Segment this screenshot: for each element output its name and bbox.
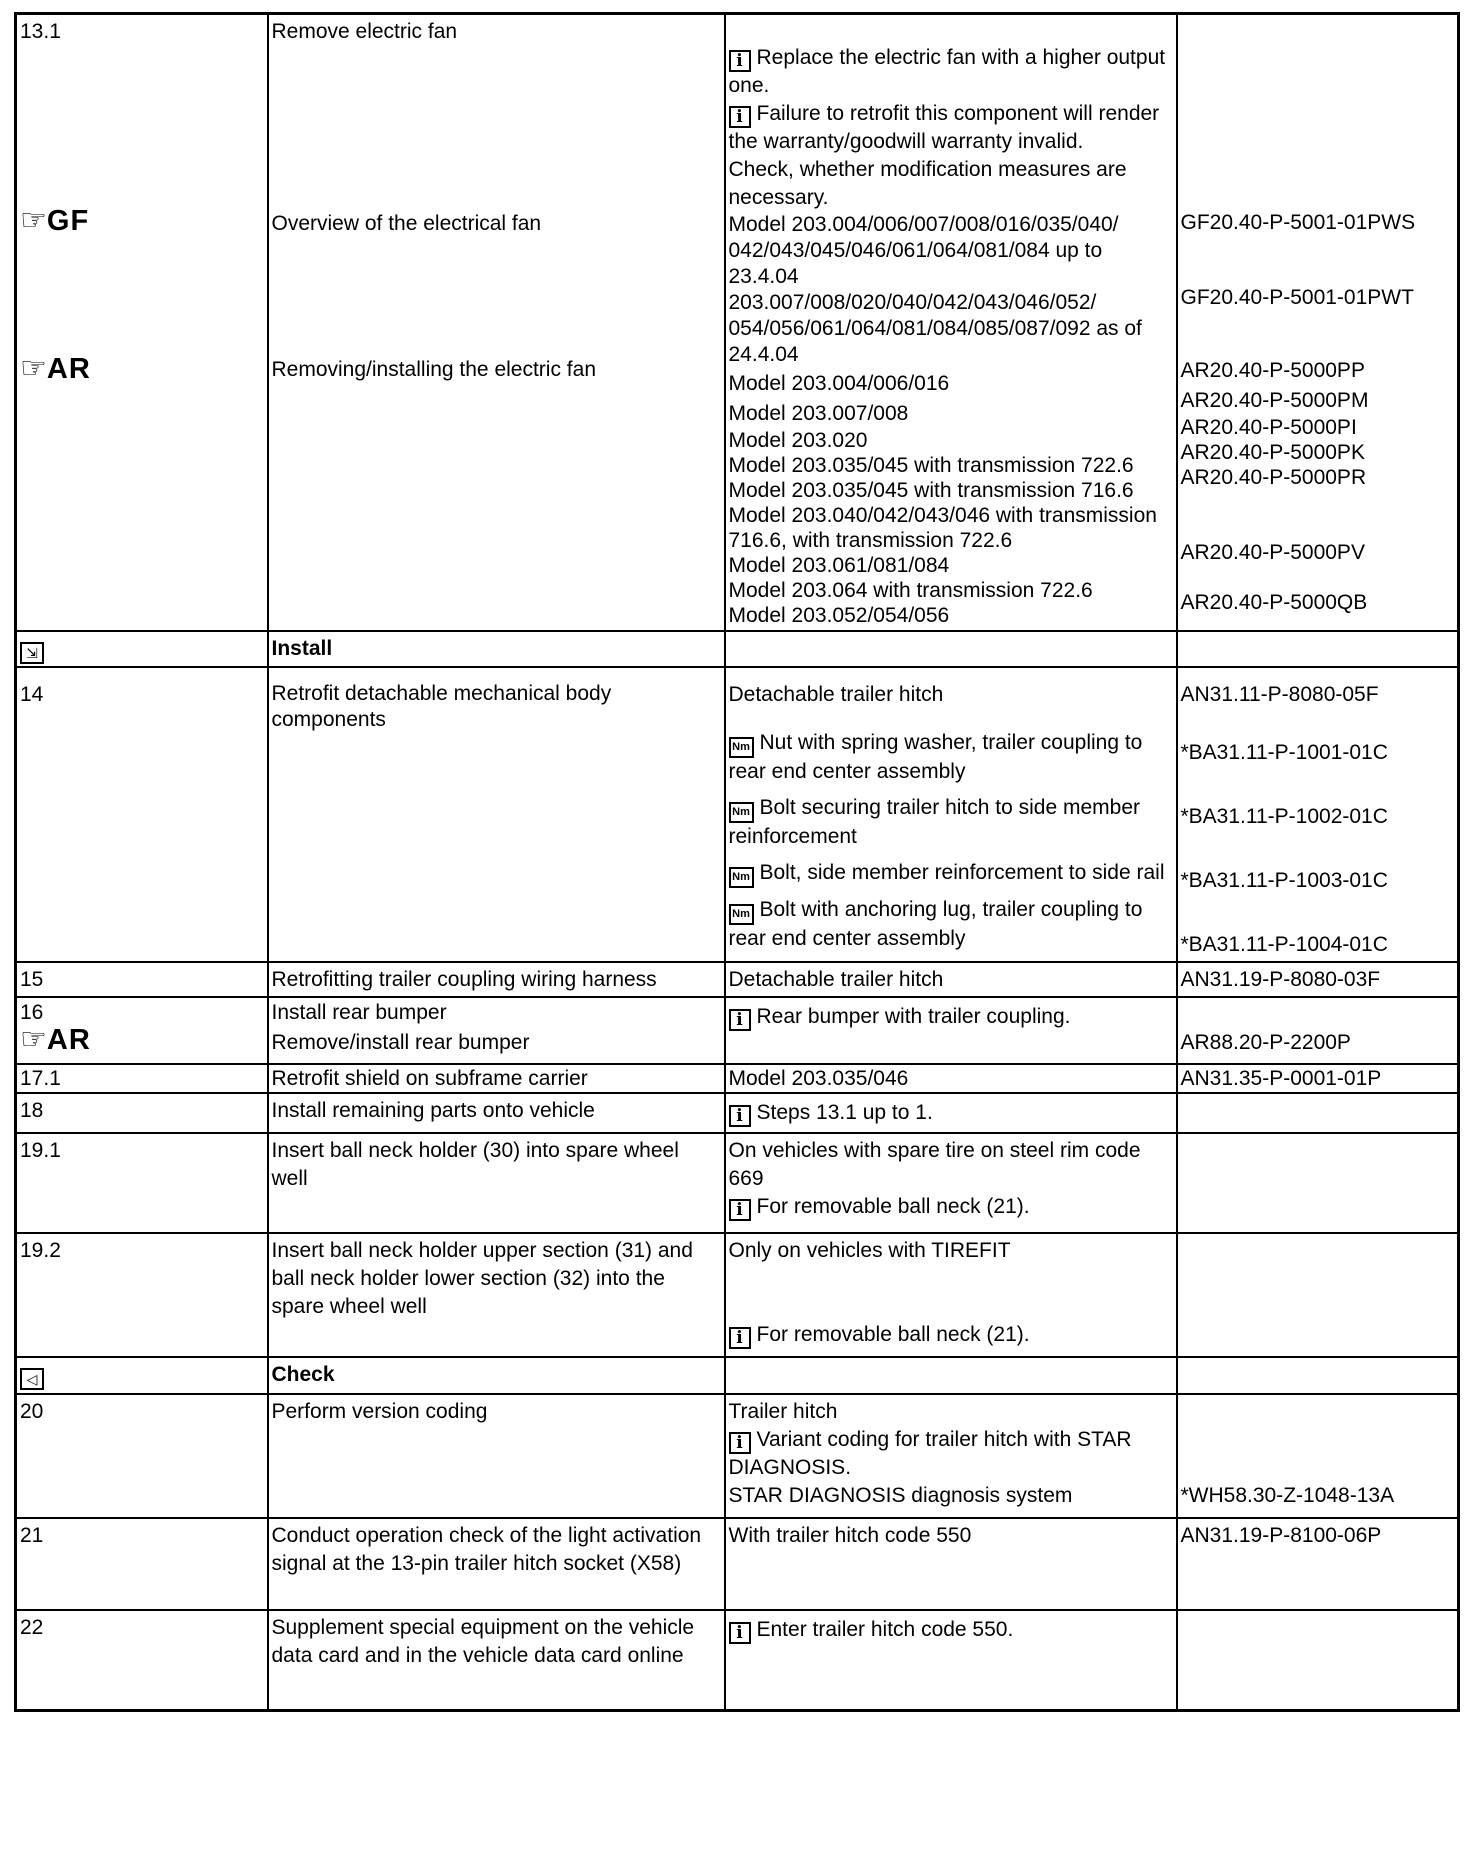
info-icon: i xyxy=(729,1622,751,1644)
step-number: 19.1 xyxy=(20,1139,61,1162)
section-title-cell xyxy=(268,631,725,667)
info-icon: i xyxy=(729,1327,751,1349)
ar-model: Model 203.035/045 with transmission 722.6 xyxy=(728,454,1134,477)
check-icon: ◁ xyxy=(20,1368,44,1390)
table-row-14 xyxy=(16,667,1459,962)
gf-title: Overview of the electrical fan xyxy=(271,212,542,235)
table-row-19-1 xyxy=(16,1133,1459,1233)
gf-model-2: 203.007/008/020/040/042/043/046/052/ 054/056/061/064/081/084/085/087/092 as of 24.4.04 xyxy=(728,291,1142,366)
gf-tag: GF xyxy=(46,205,90,237)
step-number: 17.1 xyxy=(20,1067,61,1090)
torque-icon: Nm xyxy=(729,867,754,888)
step-title: Conduct operation check of the light activation signal at the 13-pin trailer hitch socket (X58) xyxy=(271,1524,702,1575)
reference-cell xyxy=(1177,14,1459,632)
table-row-21 xyxy=(16,1518,1459,1610)
info-note: i Replace the electric fan with a higher output one. xyxy=(728,46,1166,97)
info-icon: i xyxy=(729,1105,751,1127)
torque-icon: Nm xyxy=(729,737,754,758)
torque-note: Nm Nut with spring washer, trailer coupling to rear end center assembly xyxy=(728,731,1143,783)
step-title: Insert ball neck holder (30) into spare wheel well xyxy=(271,1139,679,1190)
ar-title: Remove/install rear bumper xyxy=(271,1031,530,1054)
step-title: Remove electric fan xyxy=(271,20,458,43)
gf-model-1: Model 203.004/006/007/008/016/035/040/ 042/043/045/046/061/064/081/084 up to 23.4.04 xyxy=(728,213,1119,288)
ref-link[interactable]: AN31.35-P-0001-01P xyxy=(1180,1067,1382,1090)
spec-text: With trailer hitch code 550 xyxy=(728,1524,972,1547)
ar-ref[interactable]: AR20.40-P-5000QB xyxy=(1180,591,1368,614)
step-number: 22 xyxy=(20,1616,44,1639)
info-note: i Steps 13.1 up to 1. xyxy=(729,1099,1172,1127)
description-cell xyxy=(268,14,725,632)
pointing-hand-icon: ☞ xyxy=(20,352,47,385)
torque-note: Nm Bolt, side member reinforcement to side rail xyxy=(729,859,1172,888)
ref-link[interactable]: AN31.11-P-8080-05F xyxy=(1180,683,1379,706)
pointing-hand-icon: ☞ xyxy=(20,204,47,237)
check-text: Check, whether modification measures are necessary. xyxy=(728,158,1127,209)
ref-link[interactable]: AN31.19-P-8100-06P xyxy=(1180,1524,1382,1547)
ar-tag: AR xyxy=(46,353,91,385)
description-cell xyxy=(268,667,725,962)
info-note: i Enter trailer hitch code 550. xyxy=(729,1616,1172,1644)
ar-model: Model 203.052/054/056 xyxy=(728,604,950,627)
spec-cell xyxy=(725,667,1177,962)
spec-text: Only on vehicles with TIREFIT xyxy=(728,1239,1011,1262)
step-title: Install remaining parts onto vehicle xyxy=(271,1099,595,1122)
table-row-16 xyxy=(16,997,1459,1064)
ar-ref[interactable]: AR20.40-P-5000PV xyxy=(1180,541,1365,564)
step-title: Retrofit detachable mechanical body components xyxy=(271,682,612,731)
ar-ref[interactable]: AR20.40-P-5000PK xyxy=(1180,441,1365,464)
spec-text: Trailer hitch xyxy=(728,1400,838,1423)
ar-marker xyxy=(20,1025,263,1055)
step-number: 19.2 xyxy=(20,1239,61,1262)
ar-model: Model 203.064 with transmission 722.6 xyxy=(728,579,1093,602)
torque-note: Nm Bolt with anchoring lug, trailer coupling to rear end center assembly xyxy=(728,898,1143,950)
step-cell xyxy=(16,667,268,962)
table-row-18 xyxy=(16,1093,1459,1133)
section-title: Check xyxy=(271,1363,335,1386)
ar-title: Removing/installing the electric fan xyxy=(271,358,596,381)
ar-marker xyxy=(20,354,263,384)
step-number: 16 xyxy=(20,1001,44,1024)
section-row-check xyxy=(16,1357,1459,1394)
section-title: Install xyxy=(271,637,333,660)
step-title: Perform version coding xyxy=(271,1400,488,1423)
spec-text: Detachable trailer hitch xyxy=(728,968,944,991)
pointing-hand-icon: ☞ xyxy=(20,1023,47,1056)
step-number: 15 xyxy=(20,968,44,991)
info-icon: i xyxy=(729,106,751,128)
step-title: Retrofitting trailer coupling wiring harness xyxy=(271,968,657,991)
procedure-table xyxy=(14,12,1460,1712)
gf-marker xyxy=(20,206,263,236)
torque-ref[interactable]: *BA31.11-P-1001-01C xyxy=(1180,741,1388,764)
step-number: 20 xyxy=(20,1400,44,1423)
torque-ref[interactable]: *BA31.11-P-1002-01C xyxy=(1180,805,1388,828)
ref-link[interactable]: AR88.20-P-2200P xyxy=(1180,1031,1351,1054)
gf-ref-2[interactable]: GF20.40-P-5001-01PWT xyxy=(1180,286,1414,309)
step-number: 21 xyxy=(20,1524,44,1547)
info-note: i For removable ball neck (21). xyxy=(729,1321,1172,1349)
ref-link[interactable]: AN31.19-P-8080-03F xyxy=(1180,968,1381,991)
ar-tag: AR xyxy=(46,1024,91,1056)
ar-ref[interactable]: AR20.40-P-5000PM xyxy=(1180,389,1369,412)
spec-text: Model 203.035/046 xyxy=(728,1067,909,1090)
torque-icon: Nm xyxy=(729,802,754,823)
ar-ref[interactable]: AR20.40-P-5000PI xyxy=(1180,416,1357,439)
step-number: 18 xyxy=(20,1099,44,1122)
section-icon-cell xyxy=(16,631,268,667)
step-number: 14 xyxy=(20,683,44,706)
table-row-19-2 xyxy=(16,1233,1459,1357)
torque-icon: Nm xyxy=(729,904,754,925)
section-row-install xyxy=(16,631,1459,667)
step-title: Supplement special equipment on the vehicle data card and in the vehicle data card online xyxy=(271,1616,695,1667)
table-row-22 xyxy=(16,1610,1459,1710)
table-row-20 xyxy=(16,1394,1459,1518)
table-row-13-1 xyxy=(16,14,1459,632)
torque-ref[interactable]: *BA31.11-P-1003-01C xyxy=(1180,869,1388,892)
ref-link[interactable]: *WH58.30-Z-1048-13A xyxy=(1180,1484,1395,1507)
info-icon: i xyxy=(729,1199,751,1221)
info-note: i Failure to retrofit this component will render the warranty/goodwill warranty invalid. xyxy=(728,102,1160,153)
ar-model: Model 203.061/081/084 xyxy=(728,554,950,577)
ar-model: Model 203.007/008 xyxy=(728,402,909,425)
step-title: Insert ball neck holder upper section (31) and ball neck holder lower section (32) into the spare wheel well xyxy=(271,1239,693,1318)
ar-ref[interactable]: AR20.40-P-5000PR xyxy=(1180,466,1367,489)
ar-model: Model 203.020 xyxy=(728,429,868,452)
info-note: i Rear bumper with trailer coupling. xyxy=(729,1003,1172,1031)
table-row-17-1 xyxy=(16,1064,1459,1093)
reference-cell xyxy=(1177,667,1459,962)
info-icon: i xyxy=(729,1009,751,1031)
spec-text: On vehicles with spare tire on steel rim code 669 xyxy=(728,1139,1141,1190)
ar-model: Model 203.004/006/016 xyxy=(728,372,950,395)
install-icon: ⇲ xyxy=(20,642,44,664)
spec-cell xyxy=(725,14,1177,632)
procedure-table-sheet xyxy=(14,12,1457,1712)
torque-ref[interactable]: *BA31.11-P-1004-01C xyxy=(1180,933,1388,956)
gf-ref-1[interactable]: GF20.40-P-5001-01PWS xyxy=(1180,211,1416,234)
table-row-15 xyxy=(16,962,1459,997)
ar-model: Model 203.035/045 with transmission 716.6 xyxy=(728,479,1134,502)
step-title: Retrofit shield on subframe carrier xyxy=(271,1067,588,1090)
step-number: 13.1 xyxy=(20,20,61,43)
spec-text: Detachable trailer hitch xyxy=(728,683,944,706)
torque-note: Nm Bolt securing trailer hitch to side member reinforcement xyxy=(728,796,1140,848)
info-icon: i xyxy=(729,50,751,72)
tool-text: STAR DIAGNOSIS diagnosis system xyxy=(728,1484,1073,1507)
step-cell xyxy=(16,14,268,632)
info-note: i Variant coding for trailer hitch with STAR DIAGNOSIS. xyxy=(728,1428,1132,1479)
ar-ref[interactable]: AR20.40-P-5000PP xyxy=(1180,359,1365,382)
info-icon: i xyxy=(729,1432,751,1454)
info-note: i For removable ball neck (21). xyxy=(729,1193,1172,1221)
step-title: Install rear bumper xyxy=(271,1001,447,1024)
ar-model: Model 203.040/042/043/046 with transmission 716.6, with transmission 722.6 xyxy=(728,504,1157,552)
